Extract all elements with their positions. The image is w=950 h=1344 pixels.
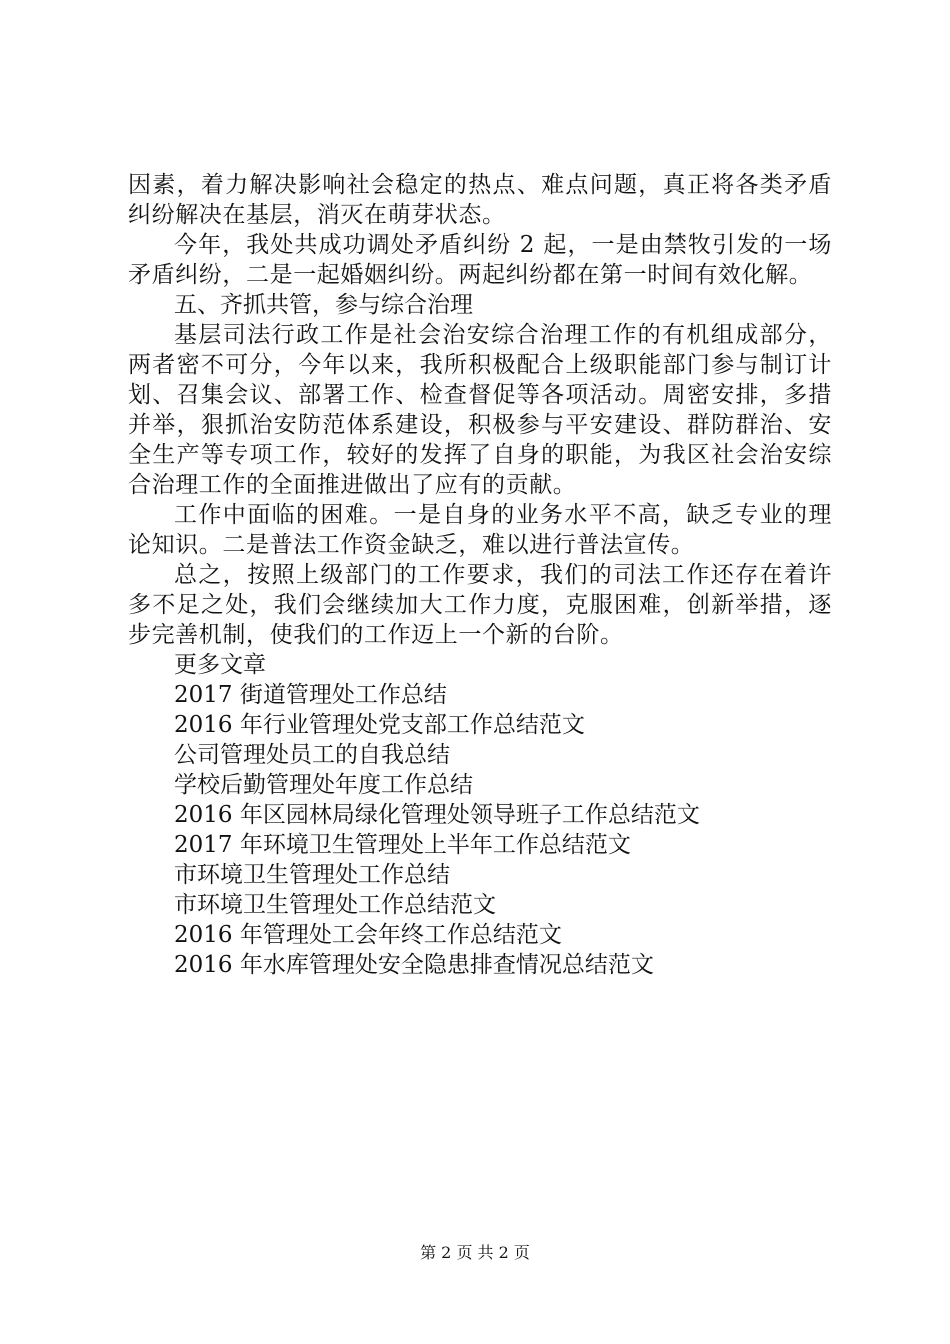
list-item[interactable] (128, 740, 832, 770)
paragraph-continuation: 因素，着力解决影响社会稳定的热点、难点问题，真正将各类矛盾纠纷解决在基层，消灭在萌芽状态。 (128, 172, 832, 228)
list-item[interactable] (128, 950, 832, 980)
list-item[interactable] (128, 890, 832, 920)
article-link[interactable]: 市环境卫生管理处工作总结范文 (174, 892, 496, 918)
article-link[interactable]: 2016 年区园林局绿化管理处领导班子工作总结范文 (174, 802, 700, 828)
list-item[interactable] (128, 830, 832, 860)
article-link[interactable]: 2017 年环境卫生管理处上半年工作总结范文 (174, 832, 631, 858)
article-link[interactable]: 市环境卫生管理处工作总结 (174, 862, 450, 888)
list-item[interactable] (128, 680, 832, 710)
list-item[interactable] (128, 710, 832, 740)
paragraph-difficulties: 工作中面临的困难。一是自身的业务水平不高，缺乏专业的理论知识。二是普法工作资金缺乏，难以进行普法宣传。 (128, 502, 832, 558)
list-item[interactable] (128, 770, 832, 800)
section-heading: 五、齐抓共管，参与综合治理 (174, 292, 473, 318)
document-body (128, 170, 832, 980)
article-link[interactable]: 2017 街道管理处工作总结 (174, 682, 447, 708)
more-articles-list (128, 680, 832, 980)
more-articles-title: 更多文章 (174, 652, 266, 678)
list-item[interactable] (128, 920, 832, 950)
article-link[interactable]: 公司管理处员工的自我总结 (174, 742, 450, 768)
page-number-footer: 第 2 页 共 2 页 (420, 1243, 530, 1262)
article-link[interactable]: 学校后勤管理处年度工作总结 (174, 772, 473, 798)
paragraph-mediation: 今年，我处共成功调处矛盾纠纷 2 起，一是由禁牧引发的一场矛盾纠纷，二是一起婚姻纠纷。两起纠纷都在第一时间有效化解。 (128, 232, 832, 288)
article-link[interactable]: 2016 年水库管理处安全隐患排查情况总结范文 (174, 952, 654, 978)
list-item[interactable] (128, 800, 832, 830)
list-item[interactable] (128, 860, 832, 890)
paragraph-comprehensive-governance: 基层司法行政工作是社会治安综合治理工作的有机组成部分，两者密不可分，今年以来，我所积极配合上级职能部门参与制订计划、召集会议、部署工作、检查督促等各项活动。周密安排，多措并举，狠抓治安防范体系建设，积极参与平安建设、群防群治、安全生产等专项工作，较好的发挥了自身的职能，为我区社会治安综合治理工作的全面推进做出了应有的贡献。 (128, 322, 832, 498)
article-link[interactable]: 2016 年行业管理处党支部工作总结范文 (174, 712, 585, 738)
article-link[interactable]: 2016 年管理处工会年终工作总结范文 (174, 922, 562, 948)
paragraph-conclusion: 总之，按照上级部门的工作要求，我们的司法工作还存在着许多不足之处，我们会继续加大工作力度，克服困难，创新举措，逐步完善机制，使我们的工作迈上一个新的台阶。 (128, 562, 832, 648)
